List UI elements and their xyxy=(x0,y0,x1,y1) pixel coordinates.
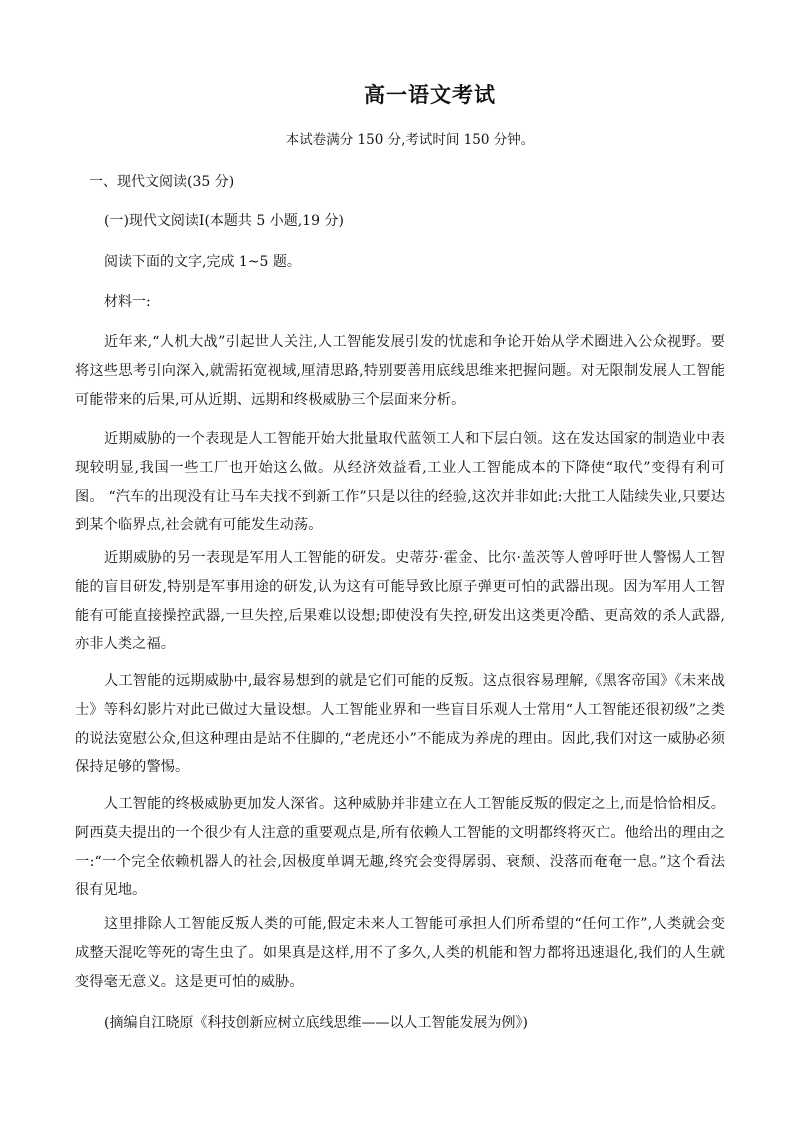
paragraph-5: 人工智能的终极威胁更加发人深省。这种威胁并非建立在人工智能反叛的假定之上,而是恰恰相反。阿西莫夫提出的一个很少有人注意的重要观点是,所有依赖人工智能的文明都终将灭亡。他给出的理由之一:“一个完全依赖机器人的社会,因极度单调无趣,终究会变得孱弱、衰颓、没落而奄奄一息。”这个看法很有见地。 xyxy=(75,796,725,899)
source-citation: (摘编自江晓原《科技创新应树立底线思维——以人工智能发展为例》) xyxy=(104,1015,528,1031)
exam-title: 高一语文考试 xyxy=(364,83,496,107)
section-heading: 一、现代文阅读(35 分) xyxy=(89,174,235,190)
reading-instruction: 阅读下面的文字,完成 1~5 题。 xyxy=(104,254,301,270)
exam-subtitle: 本试卷满分 150 分,考试时间 150 分钟。 xyxy=(285,132,535,148)
material-label: 材料一: xyxy=(104,294,151,310)
paragraph-4: 人工智能的远期威胁中,最容易想到的就是它们可能的反叛。这点很容易理解,《黑客帝国》《未来战士》等科幻影片对此已做过大量设想。人工智能业界和一些盲目乐观人士常用“人工智能还很初级”之类的说法宽慰公众,但这种理由是站不住脚的,“老虎还小”不能成为养虎的理由。因此,我们对这一威胁必须保持足够的警惕。 xyxy=(75,673,725,776)
paragraph-6: 这里排除人工智能反叛人类的可能,假定未来人工智能可承担人们所希望的“任何工作”,人类就会变成整天混吃等死的寄生虫了。如果真是这样,用不了多久,人类的机能和智力都将迅速退化,我们的人生就变得毫无意义。这是更可怕的威胁。 xyxy=(75,916,725,990)
paragraph-1: 近年来,“人机大战”引起世人关注,人工智能发展引发的忧虑和争论开始从学术圈进入公众视野。要将这些思考引向深入,就需拓宽视域,厘清思路,特别要善用底线思维来把握问题。对无限制发展人工智能可能带来的后果,可从近期、远期和终极威胁三个层面来分析。 xyxy=(75,334,725,408)
paragraph-2: 近期威胁的一个表现是人工智能开始大批量取代蓝领工人和下层白领。这在发达国家的制造业中表现较明显,我国一些工厂也开始这么做。从经济效益看,工业人工智能成本的下降使“取代”变得有利可图。 “汽车的出现没有让马车夫找不到新工作”只是以往的经验,这次并非如此:大批工人陆续失业,只要达到某个临界点,社会就有可能发生动荡。 xyxy=(75,431,725,534)
subsection-heading: (一)现代文阅读Ⅰ(本题共 5 小题,19 分) xyxy=(104,213,344,229)
paragraph-3: 近期威胁的另一表现是军用人工智能的研发。史蒂芬·霍金、比尔·盖茨等人曾呼吁世人警惕人工智能的盲目研发,特别是军事用途的研发,认为这有可能导致比原子弹更可怕的武器出现。因为军用人工智能有可能直接操控武器,一旦失控,后果难以设想;即使没有失控,研发出这类更冷酷、更高效的杀人武器,亦非人类之福。 xyxy=(75,550,725,653)
